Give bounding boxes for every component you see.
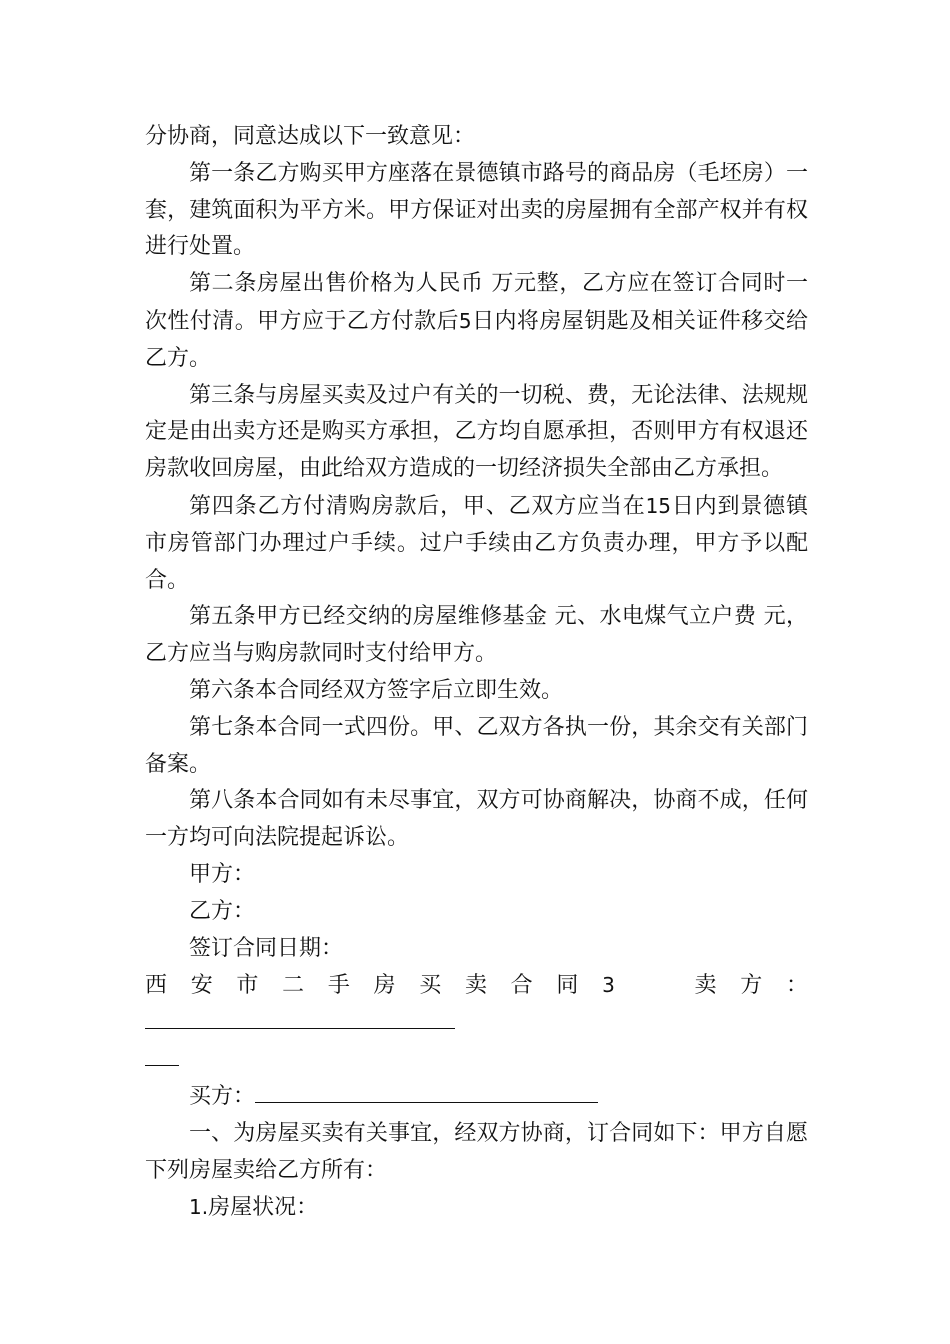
party-b-label: 乙方：: [189, 898, 256, 924]
article-2-text-a: 第二条房屋出售价格为人民币 万元整，乙方应在签订合同时一次性付清。甲方应于乙方付款后: [145, 271, 808, 334]
article-1-text: 第一条乙方购买甲方座落在景德镇市路号的商品房（毛坯房）一套，建筑面积为平方米。甲方保证对出卖的房屋拥有全部产权并有权进行处置。: [145, 160, 808, 260]
buyer-blank-line: [255, 1079, 598, 1103]
article-4-text-a: 第四条乙方付清购房款后，甲、乙双方应当在: [189, 493, 646, 519]
clause-1-text: 一、为房屋买卖有关事宜，经双方协商，订合同如下：甲方自愿下列房屋卖给乙方所有：: [145, 1120, 808, 1183]
article-4-text-b: 日内到景德镇市房管部门办理过户手续。过户手续由乙方负责办理，甲方予以配合。: [145, 493, 808, 593]
party-b-line: [145, 894, 808, 931]
section-number: 3: [602, 973, 615, 998]
buyer-line: [145, 1079, 808, 1116]
article-7: [145, 710, 808, 784]
article-5: [145, 599, 808, 673]
clause-1: [145, 1116, 808, 1190]
item-1: [145, 1189, 808, 1227]
article-2: [145, 266, 808, 377]
article-4-days: 15: [645, 493, 672, 518]
article-5-text: 第五条甲方已经交纳的房屋维修基金 元、水电煤气立户费 元，乙方应当与购房款同时支付给甲方。: [145, 604, 808, 667]
article-1: [145, 156, 808, 266]
article-3-text: 第三条与房屋买卖及过户有关的一切税、费，无论法律、法规规定是由出卖方还是购买方承担，乙方均自愿承担，否则甲方有权退还房款收回房屋，由此给双方造成的一切经济损失全部由乙方承担。: [145, 382, 808, 482]
seller-label: 卖方：: [670, 973, 808, 999]
sign-date-line: [145, 931, 808, 968]
party-a-label: 甲方：: [189, 861, 256, 887]
article-2-days: 5: [458, 308, 472, 333]
seller-blank-line-continued: [145, 1042, 179, 1066]
paragraph-intro-text: 分协商，同意达成以下一致意见：: [145, 124, 476, 149]
item-1-number: 1.: [189, 1195, 209, 1220]
section-title-line: [145, 967, 808, 1079]
article-2-text-b: 日内将房屋钥匙及相关证件移交给乙方。: [145, 308, 808, 371]
article-4: [145, 488, 808, 599]
seller-blank-line: [145, 1005, 455, 1029]
document-body: [145, 119, 808, 1227]
buyer-label: 买方：: [189, 1084, 256, 1109]
sign-date-label: 签订合同日期：: [189, 935, 344, 961]
article-6-text: 第六条本合同经双方签字后立即生效。: [189, 677, 564, 703]
paragraph-intro: [145, 119, 808, 156]
item-1-text: 房屋状况：: [208, 1195, 319, 1221]
article-3: [145, 378, 808, 488]
party-a-line: [145, 857, 808, 894]
section-title: 西安市二手房买卖合同: [145, 973, 603, 999]
article-8: [145, 783, 808, 857]
article-7-text: 第七条本合同一式四份。甲、乙双方各执一份，其余交有关部门备案。: [145, 714, 808, 777]
article-8-text: 第八条本合同如有未尽事宜，双方可协商解决，协商不成，任何一方均可向法院提起诉讼。: [145, 788, 808, 851]
article-6: [145, 673, 808, 710]
